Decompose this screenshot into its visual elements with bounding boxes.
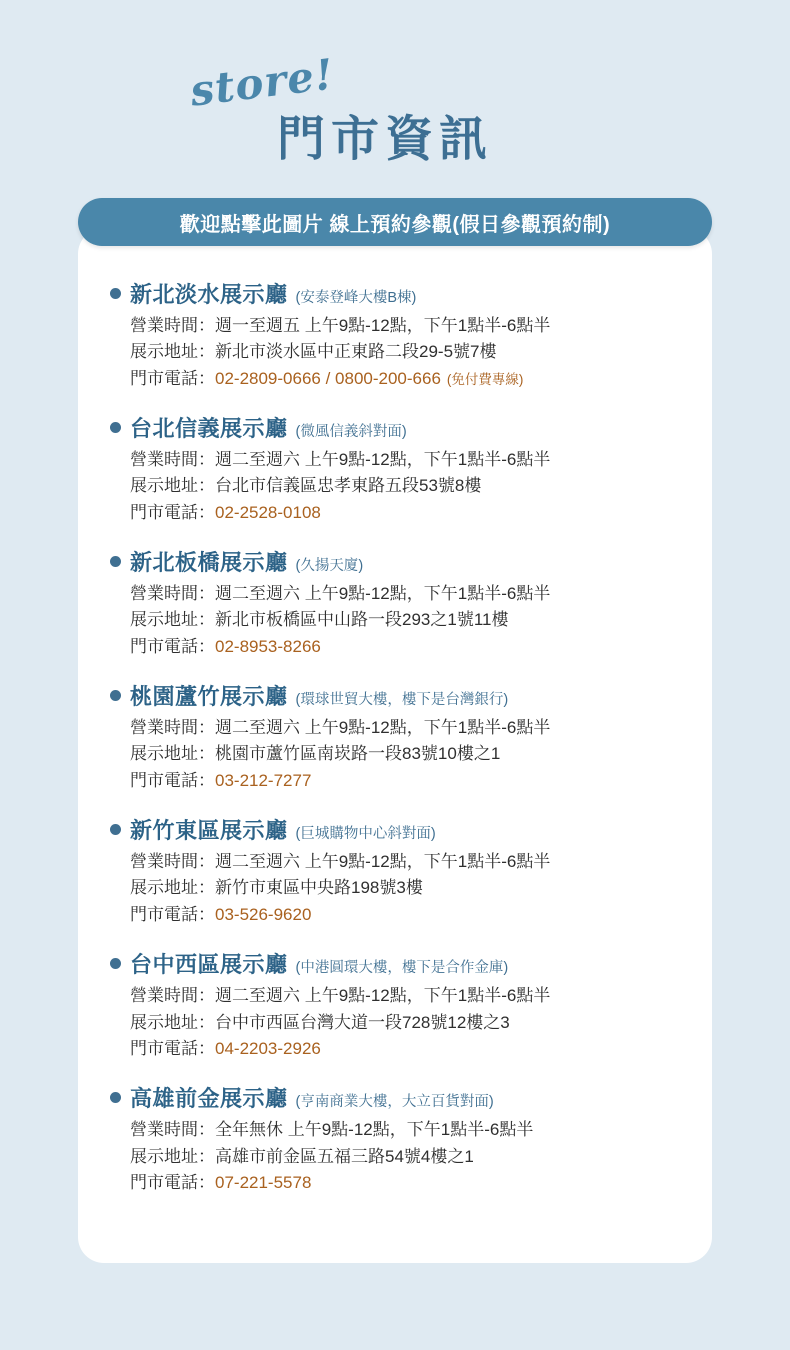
store-name: 桃園蘆竹展示廳 bbox=[130, 684, 288, 710]
store-phone-line bbox=[130, 634, 690, 660]
store-name: 新竹東區展示廳 bbox=[130, 818, 288, 844]
store-address-line bbox=[130, 875, 690, 901]
address-value: 新北市板橋區中山路一段293之1號11樓 bbox=[215, 610, 509, 630]
bullet-icon bbox=[110, 690, 121, 701]
address-label: 展示地址： bbox=[130, 744, 215, 764]
page-header bbox=[0, 0, 790, 190]
store-entry bbox=[110, 948, 690, 1062]
hours-value: 週二至週六 上午9點-12點，下午1點半-6點半 bbox=[215, 450, 551, 470]
store-list bbox=[110, 278, 690, 1216]
store-header bbox=[110, 1082, 690, 1113]
hours-value: 週二至週六 上午9點-12點，下午1點半-6點半 bbox=[215, 852, 551, 872]
address-label: 展示地址： bbox=[130, 342, 215, 362]
address-value: 新竹市東區中央路198號3樓 bbox=[215, 878, 423, 898]
store-entry bbox=[110, 278, 690, 392]
store-address-line bbox=[130, 607, 690, 633]
store-note: (中港圓環大樓，樓下是合作金庫) bbox=[295, 960, 509, 977]
address-value: 高雄市前金區五福三路54號4樓之1 bbox=[215, 1146, 474, 1166]
address-label: 展示地址： bbox=[130, 476, 215, 496]
phone-value[interactable]: 07-221-5578 bbox=[215, 1172, 312, 1192]
phone-label: 門市電話： bbox=[130, 636, 215, 656]
store-phone-line bbox=[130, 902, 690, 928]
store-name: 新北板橋展示廳 bbox=[130, 550, 288, 576]
hours-value: 週二至週六 上午9點-12點，下午1點半-6點半 bbox=[215, 986, 551, 1006]
phone-label: 門市電話： bbox=[130, 1038, 215, 1058]
store-header bbox=[110, 814, 690, 845]
hours-value: 週二至週六 上午9點-12點，下午1點半-6點半 bbox=[215, 584, 551, 604]
phone-note: (免付費專線) bbox=[446, 371, 524, 387]
bullet-icon bbox=[110, 422, 121, 433]
store-note: (安泰登峰大樓B棟) bbox=[295, 290, 417, 306]
store-header bbox=[110, 948, 690, 979]
store-entry bbox=[110, 412, 690, 526]
bullet-icon bbox=[110, 1092, 121, 1103]
bullet-icon bbox=[110, 288, 121, 299]
phone-value[interactable]: 04-2203-2926 bbox=[215, 1038, 321, 1058]
store-address-line bbox=[130, 741, 690, 767]
address-value: 桃園市蘆竹區南崁路一段83號10樓之1 bbox=[215, 744, 501, 764]
store-header bbox=[110, 546, 690, 577]
store-note: (久揚天廈) bbox=[295, 558, 364, 575]
store-note: (環球世貿大樓，樓下是台灣銀行) bbox=[295, 692, 509, 709]
hours-label: 營業時間： bbox=[130, 450, 215, 470]
phone-label: 門市電話： bbox=[130, 502, 215, 522]
store-hours-line bbox=[130, 849, 690, 875]
store-address-line bbox=[130, 339, 690, 365]
store-entry bbox=[110, 1082, 690, 1196]
store-phone-line bbox=[130, 768, 690, 794]
bullet-icon bbox=[110, 556, 121, 567]
hours-value: 全年無休 上午9點-12點，下午1點半-6點半 bbox=[215, 1120, 534, 1140]
hours-label: 營業時間： bbox=[130, 718, 215, 738]
store-phone-line bbox=[130, 1170, 690, 1196]
address-label: 展示地址： bbox=[130, 878, 215, 898]
store-name: 新北淡水展示廳 bbox=[130, 282, 288, 307]
store-phone-line bbox=[130, 1036, 690, 1062]
store-header bbox=[110, 412, 690, 443]
store-header bbox=[110, 278, 690, 309]
hours-value: 週二至週六 上午9點-12點，下午1點半-6點半 bbox=[215, 718, 551, 738]
phone-label: 門市電話： bbox=[130, 770, 215, 790]
phone-value[interactable]: 03-212-7277 bbox=[215, 770, 312, 790]
hours-label: 營業時間： bbox=[130, 986, 215, 1006]
hours-label: 營業時間： bbox=[130, 316, 215, 335]
phone-label: 門市電話： bbox=[130, 904, 215, 924]
page-title: 門市資訊 bbox=[277, 111, 494, 167]
store-note: (微風信義斜對面) bbox=[295, 424, 407, 441]
hours-value: 週一至週五 上午9點-12點，下午1點半-6點半 bbox=[215, 316, 551, 335]
address-label: 展示地址： bbox=[130, 1012, 215, 1032]
phone-label: 門市電話： bbox=[130, 1172, 215, 1192]
store-header bbox=[110, 680, 690, 711]
store-entry bbox=[110, 546, 690, 660]
phone-value[interactable]: 02-8953-8266 bbox=[215, 636, 321, 656]
bullet-icon bbox=[110, 824, 121, 835]
store-phone-line bbox=[130, 366, 690, 392]
address-value: 台中市西區台灣大道一段728號12樓之3 bbox=[215, 1012, 510, 1032]
store-entry bbox=[110, 814, 690, 928]
store-name: 高雄前金展示廳 bbox=[130, 1086, 288, 1112]
store-hours-line bbox=[130, 447, 690, 473]
address-value: 新北市淡水區中正東路二段29-5號7樓 bbox=[215, 342, 497, 362]
store-note: (巨城購物中心斜對面) bbox=[295, 826, 436, 843]
store-hours-line bbox=[130, 581, 690, 607]
phone-value[interactable]: 02-2809-0666 / 0800-200-666 bbox=[215, 368, 441, 388]
store-name: 台北信義展示廳 bbox=[130, 416, 288, 442]
reservation-banner[interactable]: 歡迎點擊此圖片 線上預約參觀(假日參觀預約制) bbox=[78, 198, 712, 246]
phone-label: 門市電話： bbox=[130, 368, 215, 388]
store-address-line bbox=[130, 1144, 690, 1170]
store-name: 台中西區展示廳 bbox=[130, 952, 288, 978]
phone-value[interactable]: 02-2528-0108 bbox=[215, 502, 321, 522]
store-note: (亨南商業大樓，大立百貨對面) bbox=[295, 1094, 494, 1111]
store-address-line bbox=[130, 473, 690, 499]
hours-label: 營業時間： bbox=[130, 1120, 215, 1140]
store-address-line bbox=[130, 1010, 690, 1036]
store-entry bbox=[110, 680, 690, 794]
address-value: 台北市信義區忠孝東路五段53號8樓 bbox=[215, 476, 482, 496]
hours-label: 營業時間： bbox=[130, 852, 215, 872]
store-hours-line bbox=[130, 715, 690, 741]
header-script-text: store! bbox=[187, 49, 337, 116]
hours-label: 營業時間： bbox=[130, 584, 215, 604]
address-label: 展示地址： bbox=[130, 1146, 215, 1166]
phone-value[interactable]: 03-526-9620 bbox=[215, 904, 312, 924]
store-phone-line bbox=[130, 500, 690, 526]
store-hours-line bbox=[130, 1117, 690, 1143]
bullet-icon bbox=[110, 958, 121, 969]
store-hours-line bbox=[130, 313, 690, 339]
address-label: 展示地址： bbox=[130, 610, 215, 630]
store-hours-line bbox=[130, 983, 690, 1009]
